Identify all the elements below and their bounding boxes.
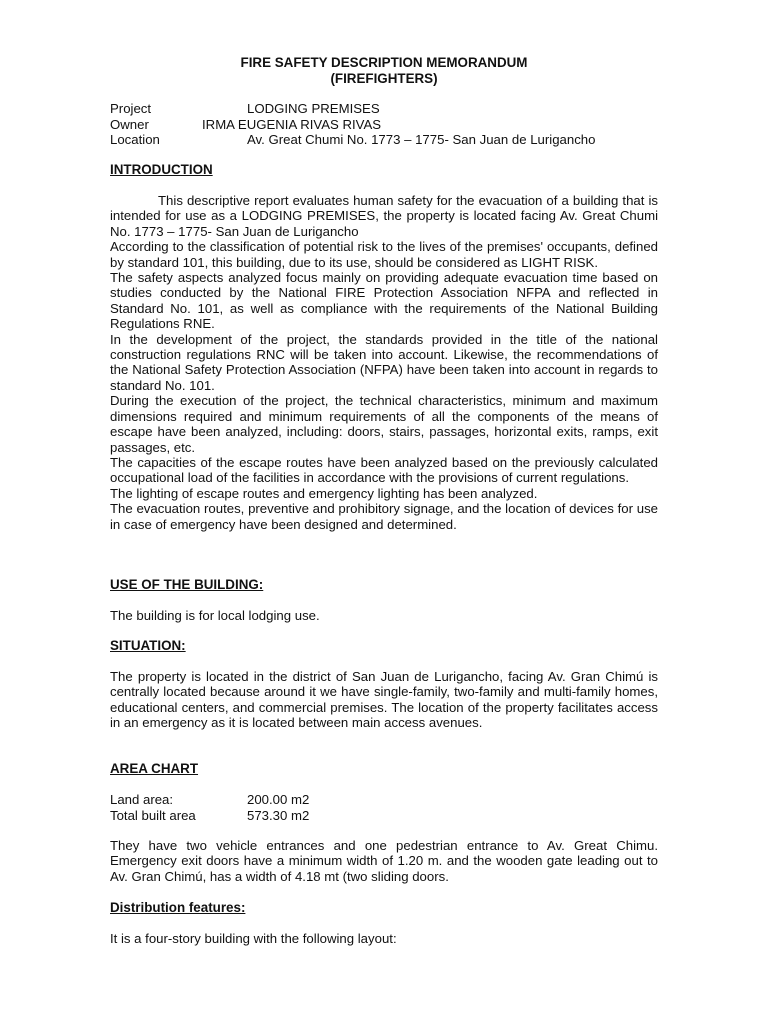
- project-label: Project: [110, 101, 152, 116]
- use-heading: USE OF THE BUILDING:: [110, 577, 264, 592]
- distribution-text: It is a four-story building with the following layout:: [110, 931, 397, 946]
- document-subtitle: (FIREFIGHTERS): [330, 71, 438, 86]
- built-area-value: 573.30 m2: [247, 808, 310, 823]
- intro-paragraph: According to the classification of potential risk to the lives of the premises' occupants, defined by standard 101, this building, due to its use, should be considered as LIGHT RISK.: [110, 239, 658, 270]
- area-chart-heading: AREA CHART: [110, 761, 199, 776]
- owner-label: Owner: [110, 117, 149, 132]
- land-area-label: Land area:: [110, 792, 174, 807]
- intro-paragraph: The lighting of escape routes and emergency lighting has been analyzed.: [110, 485, 538, 501]
- project-value: LODGING PREMISES: [247, 101, 380, 116]
- land-area-value: 200.00 m2: [247, 792, 310, 807]
- area-table: [110, 792, 658, 824]
- entrances-text: They have two vehicle entrances and one pedestrian entrance to Av. Great Chimu. Emergency exit doors have a minimum width of 1.20 m. and the wooden gate leading out to Av. Gran Chimú, has a width of 4.18 mt (two sliding doors.: [110, 838, 658, 884]
- owner-value: IRMA EUGENIA RIVAS RIVAS: [202, 117, 382, 132]
- intro-paragraph: The evacuation routes, preventive and prohibitory signage, and the location of devices for use in case of emergency have been designed and determined.: [110, 501, 658, 532]
- built-area-label: Total built area: [110, 808, 196, 823]
- intro-paragraph: During the execution of the project, the technical characteristics, minimum and maximum dimensions required and minimum requirements of all the components of the means of escape have been analyzed, including: doors, stairs, passages, horizontal exits, ramps, exit passages, etc.: [110, 393, 658, 455]
- intro-paragraph: In the development of the project, the standards provided in the title of the national construction regulations RNC will be taken into account. Likewise, the recommendations of the National Safety Protection Association (NFPA) have been taken into account in regards to standard No. 101.: [110, 331, 658, 393]
- introduction-body: [110, 193, 658, 532]
- intro-paragraph: The capacities of the escape routes have been analyzed based on the previously calculated occupational load of the facilities in accordance with the provisions of current regulations.: [110, 454, 658, 486]
- document-title: FIRE SAFETY DESCRIPTION MEMORANDUM: [240, 55, 528, 70]
- use-text: The building is for local lodging use.: [110, 608, 320, 623]
- distribution-heading: Distribution features:: [110, 900, 246, 915]
- intro-paragraph: This descriptive report evaluates human safety for the evacuation of a building that is intended for use as a LODGING PREMISES, the property is located facing Av. Great Chumi No. 1773 – 1775- San Juan de Lurigancho: [110, 193, 658, 239]
- intro-paragraph: The safety aspects analyzed focus mainly on providing adequate evacuation time based on studies conducted by the National FIRE Protection Association NFPA and reflected in Standard No. 101, as well as compliance with the requirements of the National Building Regulations RNE.: [110, 270, 658, 332]
- location-label: Location: [110, 132, 160, 147]
- situation-text: The property is located in the district of San Juan de Lurigancho, facing Av. Gran Chimú is centrally located because around it we have single-family, two-family and multi-family homes, educational centers, and commercial premises. The location of the property facilitates access in an emergency as it is located between main access avenues.: [110, 669, 658, 731]
- introduction-heading: INTRODUCTION: [110, 162, 213, 177]
- situation-heading: SITUATION:: [110, 638, 186, 653]
- location-value: Av. Great Chumi No. 1773 – 1775- San Juan de Lurigancho: [247, 132, 596, 147]
